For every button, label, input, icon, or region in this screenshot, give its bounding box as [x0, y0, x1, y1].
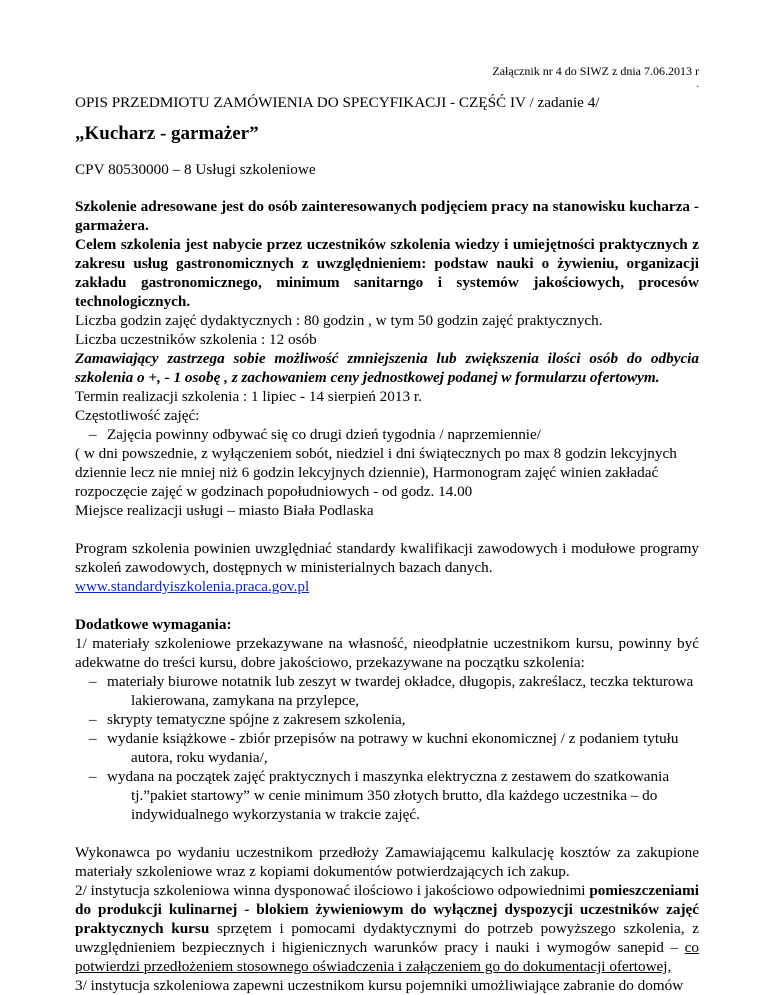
- req1-list: [75, 672, 699, 824]
- list-item-text: wydanie książkowe - zbiór przepisów na potrawy w kuchni ekonomicznej / z podaniem tytułu autora, roku wydania/,: [107, 730, 679, 766]
- goal-paragraph: Celem szkolenia jest nabycie przez uczestników szkolenia wiedzy i umiejętności praktycznych z zakresu usług gastronomicznych z uwzględnieniem: podstaw nauki o żywieniu, organizacji zakładu gastronomicznego, minimum sanitarngo i systemów jakościowych, procesów technologicznych.: [75, 236, 699, 310]
- hours-line: Liczba godzin zajęć dydaktycznych : 80 godzin , w tym 50 godzin zajęć praktycznych.: [75, 312, 603, 329]
- frequency-item: [75, 425, 731, 444]
- intro-paragraph: Szkolenie adresowane jest do osób zainteresowanych podjęciem pracy na stanowisku kucharza - garmażera.: [75, 198, 699, 234]
- requirement-2: [75, 881, 699, 976]
- standards-link[interactable]: www.standardyiszkolenia.praca.gov.pl: [75, 578, 310, 595]
- participants-line: Liczba uczestników szkolenia : 12 osób: [75, 331, 317, 348]
- dash-bullet: –: [89, 768, 97, 785]
- list-item: [75, 672, 699, 710]
- reservation-paragraph: Zamawiający zastrzega sobie możliwość zmniejszenia lub zwiększenia ilości osób do odbycia szkolenia o +, - 1 osobę , z zachowaniem ceny jednostkowej podanej w formularzu ofertowym.: [75, 350, 699, 386]
- dash-bullet: –: [89, 711, 97, 728]
- dash-bullet: –: [89, 426, 97, 443]
- req2-bold-text: pomieszczeniami do produkcji kulinarnej - blokiem żywieniowym do wyłącznej dyspozycji uczestników zajęć praktycznych kursu: [75, 882, 699, 937]
- list-item-text: skrypty tematyczne spójne z zakresem szkolenia,: [107, 711, 406, 728]
- list-item-text: materiały biurowe notatnik lub zeszyt w twardej okładce, długopis, zakreślacz, teczka tekturowa lakierowana, zamykana na przylepce,: [107, 673, 694, 709]
- contractor-paragraph: Wykonawca po wydaniu uczestnikom przedłoży Zamawiającemu kalkulację kosztów za zakupione materiały szkoleniowe wraz z kopiami dokumentów potwierdzających ich zakup.: [75, 844, 699, 880]
- program-paragraph: Program szkolenia powinien uwzględniać standardy kwalifikacji zawodowych i modułowe programy szkoleń zawodowych, dostępnych w ministerialnych bazach danych.: [75, 540, 699, 576]
- requirement-1: 1/ materiały szkoleniowe przekazywane na własność, nieodpłatnie uczestnikom kursu, powinny być adekwatne do treści kursu, dobre jakościowo, przekazywane na początku szkolenia:: [75, 635, 699, 671]
- list-item: [75, 710, 699, 729]
- req2-text-a: 2/ instytucja szkoleniowa winna dysponować ilościowo i jakościowo odpowiednimi: [75, 882, 586, 899]
- document-header: OPIS PRZEDMIOTU ZAMÓWIENIA DO SPECYFIKACJI - CZĘŚĆ IV / zadanie 4/: [75, 94, 600, 111]
- cpv-line: CPV 80530000 – 8 Usługi szkoleniowe: [75, 161, 316, 178]
- standards-link-line: [75, 577, 699, 596]
- requirement-3: 3/ instytucja szkoleniowa zapewni uczestnikom kursu pojemniki umożliwiające zabranie do domów: [75, 977, 684, 994]
- extra-requirements-heading: Dodatkowe wymagania:: [75, 616, 232, 633]
- list-item: [75, 729, 699, 767]
- place-line: Miejsce realizacji usługi – miasto Biała Podlaska: [75, 502, 374, 519]
- attachment-dot: .: [696, 79, 699, 90]
- dash-bullet: –: [89, 673, 97, 690]
- list-item-text: wydana na początek zajęć praktycznych i maszynka elektryczna z zestawem do szatkowania tj.”pakiet startowy” w cenie minimum 350 złotych brutto, dla każdego uczestnika – do indywidualnego wykorzystania w trakcie zajęć.: [107, 768, 670, 823]
- frequency-item-text: Zajęcia powinny odbywać się co drugi dzień tygodnia / naprzemiennie/: [107, 426, 541, 443]
- frequency-note: ( w dni powszednie, z wyłączeniem sobót, niedziel i dni świątecznych po max 8 godzin lekcyjnych dziennie lecz nie mniej niż 6 godzin lekcyjnych dziennie), Harmonogram zajęć winien zakładać rozpoczęcie zajęć w godzinach popołudniowych - od godz. 14.00: [75, 445, 677, 500]
- req2-underlined-text: co potwierdzi przedłożeniem stosownego oświadczenia i załączeniem go do dokumentacji ofertowej,: [75, 939, 699, 975]
- term-line: Termin realizacji szkolenia : 1 lipiec - 14 sierpień 2013 r.: [75, 388, 422, 405]
- attachment-note: Załącznik nr 4 do SIWZ z dnia 7.06.2013 r: [492, 64, 699, 78]
- req2-text-b: sprzętem i pomocami dydaktycznymi do potrzeb powyższego szkolenia, z uwzględnieniem bezpiecznych i higienicznych warunków pracy i nauki i wymogów sanepid –: [75, 920, 699, 956]
- dash-bullet: –: [89, 730, 97, 747]
- list-item: [75, 767, 699, 824]
- document-page: [75, 0, 699, 994]
- document-title: „Kucharz - garmażer”: [75, 123, 259, 144]
- frequency-label: Częstotliwość zajęć:: [75, 407, 200, 424]
